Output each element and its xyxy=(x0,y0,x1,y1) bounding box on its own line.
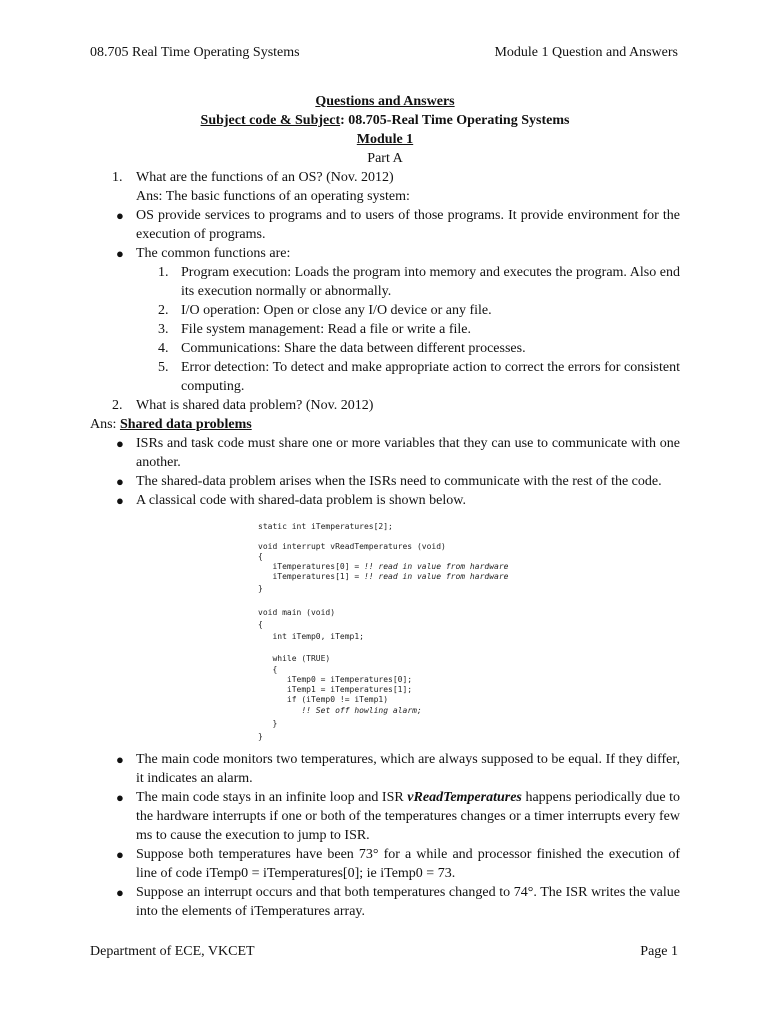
list-item-text xyxy=(90,788,680,845)
question-number: 2. xyxy=(112,398,123,413)
subject-value: : 08.705-Real Time Operating Systems xyxy=(340,113,570,128)
text-run: happens periodically due to the hardware interrupts if one or both of the temperatures changes or a timer interrupts every few ms to cause the execution to jump to ISR. xyxy=(136,790,681,843)
code-line xyxy=(258,572,508,581)
answer-label: Ans: xyxy=(90,417,120,432)
header-course: 08.705 Real Time Operating Systems xyxy=(90,45,300,60)
function-item xyxy=(90,263,680,301)
function-text: I/O operation: Open or close any I/O device or any file. xyxy=(181,303,492,318)
bullet-icon: ● xyxy=(116,246,124,261)
code-line xyxy=(258,706,422,715)
answer-heading xyxy=(90,415,680,434)
code-line: iTemp1 = iTemperatures[1]; xyxy=(258,685,413,694)
list-item xyxy=(90,472,680,491)
code-line: { xyxy=(258,552,263,561)
function-item xyxy=(90,301,680,320)
isr-name: vReadTemperatures xyxy=(407,790,522,805)
code-line: if (iTemp0 != iTemp1) xyxy=(258,695,389,704)
bullet-icon: ● xyxy=(116,847,124,862)
footer-department: Department of ECE, VKCET xyxy=(90,944,255,959)
question-1 xyxy=(90,168,680,187)
list-item xyxy=(90,845,680,883)
code-comment: !! read in value from hardware xyxy=(363,562,509,571)
list-item xyxy=(90,750,680,788)
page-title: Questions and Answers xyxy=(315,94,455,109)
list-item-text: The shared-data problem arises when the ISRs need to communicate with the rest of the code. xyxy=(136,474,662,489)
question-text: What are the functions of an OS? (Nov. 2012) xyxy=(136,170,394,185)
code-line: void main (void) xyxy=(258,608,336,617)
question-text: What is shared data problem? (Nov. 2012) xyxy=(136,398,374,413)
list-item xyxy=(90,788,680,845)
code-line: int iTemp0, iTemp1; xyxy=(258,632,364,641)
list-item-text: Suppose an interrupt occurs and that both temperatures changed to 74°. The ISR writes the value into the elements of iTemperatures array. xyxy=(136,885,680,919)
bullet-icon: ● xyxy=(116,208,124,223)
list-item xyxy=(90,206,680,244)
bullet-icon: ● xyxy=(116,436,124,451)
code-line: } xyxy=(258,584,263,593)
bullet-icon: ● xyxy=(116,752,124,767)
list-item xyxy=(90,491,680,510)
list-item-text: A classical code with shared-data problem is shown below. xyxy=(136,493,466,508)
code-snippet xyxy=(258,522,528,744)
header-module: Module 1 Question and Answers xyxy=(494,45,678,60)
answer-intro: Ans: The basic functions of an operating system: xyxy=(136,189,410,204)
list-item xyxy=(90,244,680,263)
answer-title: Shared data problems xyxy=(119,417,252,432)
code-line: static int iTemperatures[2]; xyxy=(258,522,393,531)
text-run: The main code stays in an infinite loop and ISR xyxy=(136,790,408,805)
list-item-text: The main code monitors two temperatures, which are always supposed to be equal. If they differ, it indicates an alarm. xyxy=(136,752,680,786)
code-comment: !! read in value from hardware xyxy=(363,572,509,581)
subject-label: Subject code & Subject xyxy=(200,113,341,128)
module-heading: Module 1 xyxy=(356,132,414,147)
function-number: 4. xyxy=(158,341,169,356)
function-number: 3. xyxy=(158,322,169,337)
footer-page-number: Page 1 xyxy=(640,944,678,959)
bullet-icon: ● xyxy=(116,493,124,508)
question-number: 1. xyxy=(112,170,123,185)
list-item-text: OS provide services to programs and to users of those programs. It provide environment for the execution of programs. xyxy=(136,208,680,242)
function-item xyxy=(90,320,680,339)
function-number: 5. xyxy=(158,360,169,375)
list-item-text: ISRs and task code must share one or more variables that they can use to communicate with one another. xyxy=(136,436,680,470)
list-item-text: The common functions are: xyxy=(136,246,291,261)
document-body xyxy=(90,92,680,921)
list-item xyxy=(90,883,680,921)
code-line xyxy=(258,562,508,571)
code-line: iTemp0 = iTemperatures[0]; xyxy=(258,675,413,684)
list-item-text: Suppose both temperatures have been 73° for a while and processor finished the execution of line of code iTemp0 = iTemperatures[0]; ie iTemp0 = 73. xyxy=(136,847,680,881)
code-line: } xyxy=(258,719,278,728)
function-item xyxy=(90,358,680,396)
bullet-icon: ● xyxy=(116,474,124,489)
function-item xyxy=(90,339,680,358)
subject-line xyxy=(90,111,680,130)
code-line: { xyxy=(258,620,263,629)
code-line: while (TRUE) xyxy=(258,654,331,663)
code-line: { xyxy=(258,665,278,674)
function-text: Communications: Share the data between different processes. xyxy=(181,341,526,356)
code-comment: !! Set off howling alarm; xyxy=(301,706,422,715)
function-text: File system management: Read a file or write a file. xyxy=(181,322,472,337)
function-number: 1. xyxy=(158,265,169,280)
code-line: } xyxy=(258,732,263,741)
code-line: void interrupt vReadTemperatures (void) xyxy=(258,542,446,551)
part-heading: Part A xyxy=(367,151,403,166)
bullet-icon: ● xyxy=(116,790,124,805)
list-item xyxy=(90,434,680,472)
function-text: Error detection: To detect and make appropriate action to correct the errors for consistent computing. xyxy=(181,360,680,394)
bullet-icon: ● xyxy=(116,885,124,900)
code-text: iTemperatures[1] = xyxy=(258,572,364,581)
code-text: iTemperatures[0] = xyxy=(258,562,364,571)
question-2 xyxy=(90,396,680,415)
function-number: 2. xyxy=(158,303,169,318)
function-text: Program execution: Loads the program into memory and executes the program. Also end its execution normally or abnormally. xyxy=(181,265,680,299)
code-text xyxy=(258,706,301,715)
